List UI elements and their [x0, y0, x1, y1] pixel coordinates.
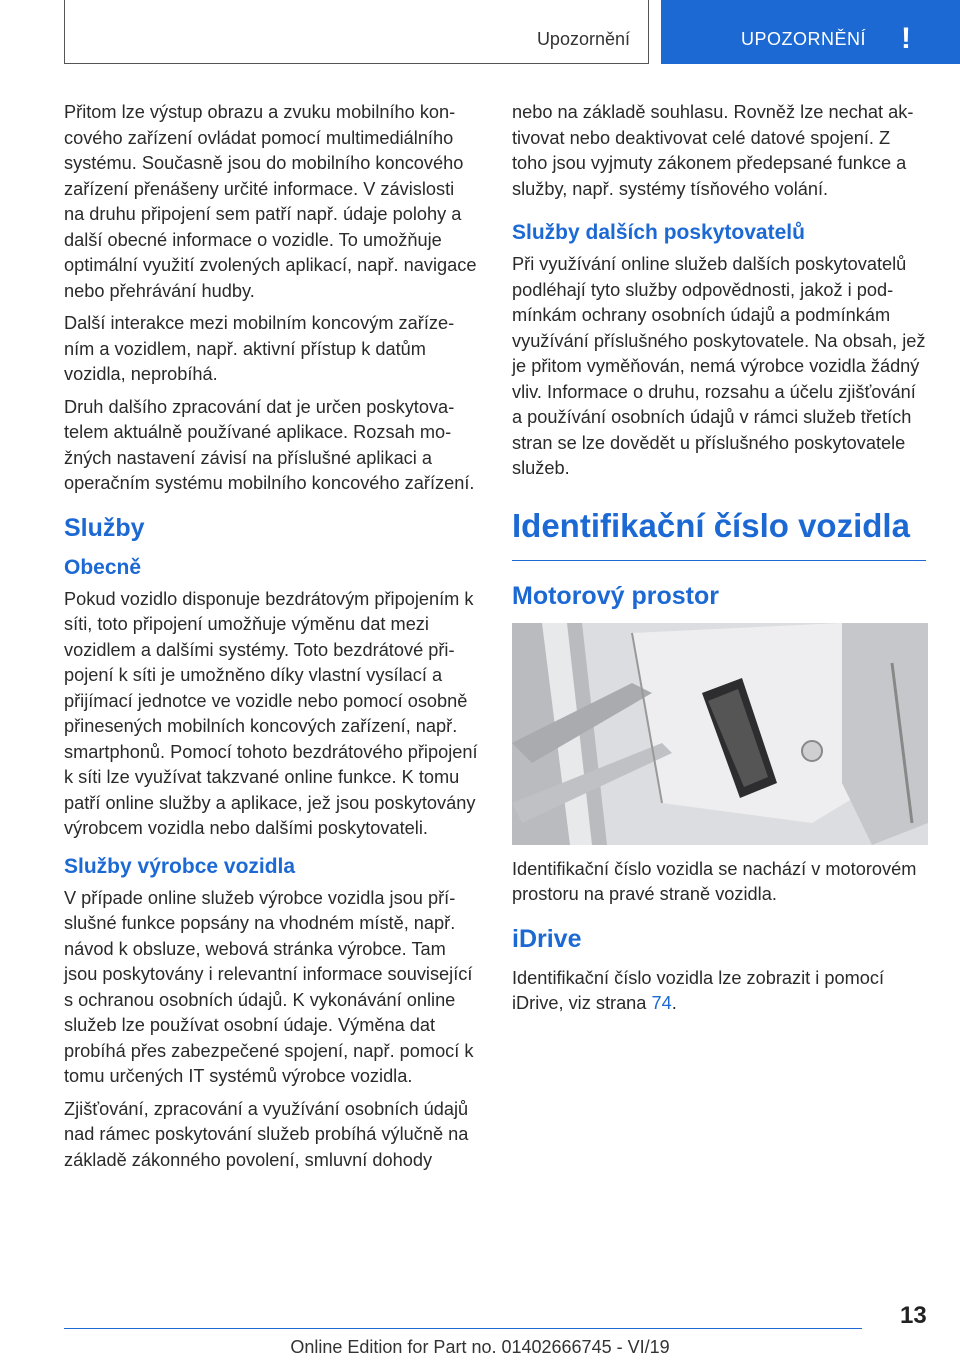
paragraph-text: . [671, 993, 677, 1013]
paragraph: Identifikační číslo vozidla se nachází v motorovém prostoru na pravé straně vozidla. [512, 858, 917, 904]
page-number: 13 [900, 1302, 927, 1329]
footer-divider [64, 1328, 862, 1329]
header-section-title: Upozornění [536, 29, 630, 49]
footer-edition: Online Edition for Part no. 01402666745 - VI/19 [290, 1337, 670, 1357]
engine-compartment-photo [512, 623, 928, 845]
subheading-obecne: Obecně [64, 555, 142, 579]
subheading-sluzby-vyrobce: Služby výrobce vozidla [64, 854, 296, 878]
header-chapter-tab[interactable] [661, 0, 960, 64]
page-link-74[interactable]: 74 [651, 993, 672, 1013]
header-section-box [64, 0, 649, 64]
paragraph: Druh dalšího zpracování dat je určen poskytovatelem aktuálně používané aplikace. Rozsah možných nastavení závisí na příslušné aplikaci a operačním systému mobilního koncového zařízení. [64, 396, 475, 493]
paragraph: Zjišťování, zpracování a využívání osobních údajů nad rámec poskytování služeb probíhá výlučně na základě zákonného povolení, smluvní dohody [64, 1098, 469, 1170]
paragraph: Při využívání online služeb dalších poskytovatelů podléhají tyto služby odpovědnosti, jakož i podmínkám ochrany osobních údajů a podmínkám využívání příslušného poskytovatele. Na obsah, jež je přitom vyměňován, nemá výrobce vozidla žádný vliv. Informace o druhu, rozsahu a účelu zjišťování a používání osobních údajů v rámci služeb třetích stran se lze dovědět u příslušného poskytovatele služeb. [512, 254, 926, 478]
engine-compartment-illustration [512, 623, 928, 845]
subheading-motorovy-prostor: Motorový prostor [512, 581, 719, 610]
chapter-heading-identifikacni-cislo: Identifikační číslo vozidla [512, 506, 926, 561]
left-column [64, 100, 478, 1180]
header-chapter-title: UPOZORNĚNÍ [741, 29, 867, 49]
paragraph: Pokud vozidlo disponuje bezdrátovým připojením k síti, toto připojení umožňuje výměnu dat mezi vozidlem a dalšími systémy. Toto bezdrátové připojení k síti je umožněno díky vlastní vysílací a přijímací jednotce ve vozidle nebo pomocí osobně přinesených mobilních koncových zařízení, např. smartphonů. Pomocí tohoto bezdrátového připojení k síti lze využívat takzvané online funkce. K tomu patří online služby a aplikace, jež jsou poskytovány výrobcem vozidla nebo dalšími poskytovateli. [64, 588, 478, 838]
paragraph: Další interakce mezi mobilním koncovým zařízením a vozidlem, např. aktivní přístup k datům vozidla, neprobíhá. [64, 313, 455, 384]
paragraph: nebo na základě souhlasu. Rovněž lze nechat aktivovat nebo deaktivovat celé datové spojení. Z toho jsou vyjmuty zákonem předepsané funkce a služby, např. systémy tísňového volání. [512, 102, 914, 199]
paragraph: Přitom lze výstup obrazu a zvuku mobilního koncového zařízení ovládat pomocí multimediálního systému. Současně jsou do mobilního koncového zařízení přenášeny určité informace. V závislosti na druhu připojení sem patří např. údaje polohy a další obecné informace o vozidle. To umožňuje optimální využití zvolených aplikací, např. navigace nebo přehrávání hudby. [64, 102, 477, 301]
paragraph: V případe online služeb výrobce vozidla jsou příslušné funkce popsány na vhodném místě, např. návod k obsluze, webová stránka výrobce. Tam jsou poskytovány i relevantní informace související s ochranou osobních údajů. K vykonávání online služeb lze používat osobní údaje. Výměna dat probíhá přes zabezpečené spojení, např. pomocí k tomu určených IT systémů výrobce vozidla. [64, 887, 474, 1086]
subheading-sluzby-dalsich: Služby dalších poskytovatelů [512, 221, 805, 244]
right-column [512, 100, 926, 1024]
subheading-idrive: iDrive [512, 924, 582, 953]
section-heading-sluzby: Služby [64, 513, 145, 542]
paragraph-idrive [512, 966, 926, 1017]
paragraph-text: Identifikační číslo vozidla lze zobrazit i pomocí iDrive, viz strana [512, 967, 885, 1013]
warning-icon: ! [901, 22, 911, 55]
